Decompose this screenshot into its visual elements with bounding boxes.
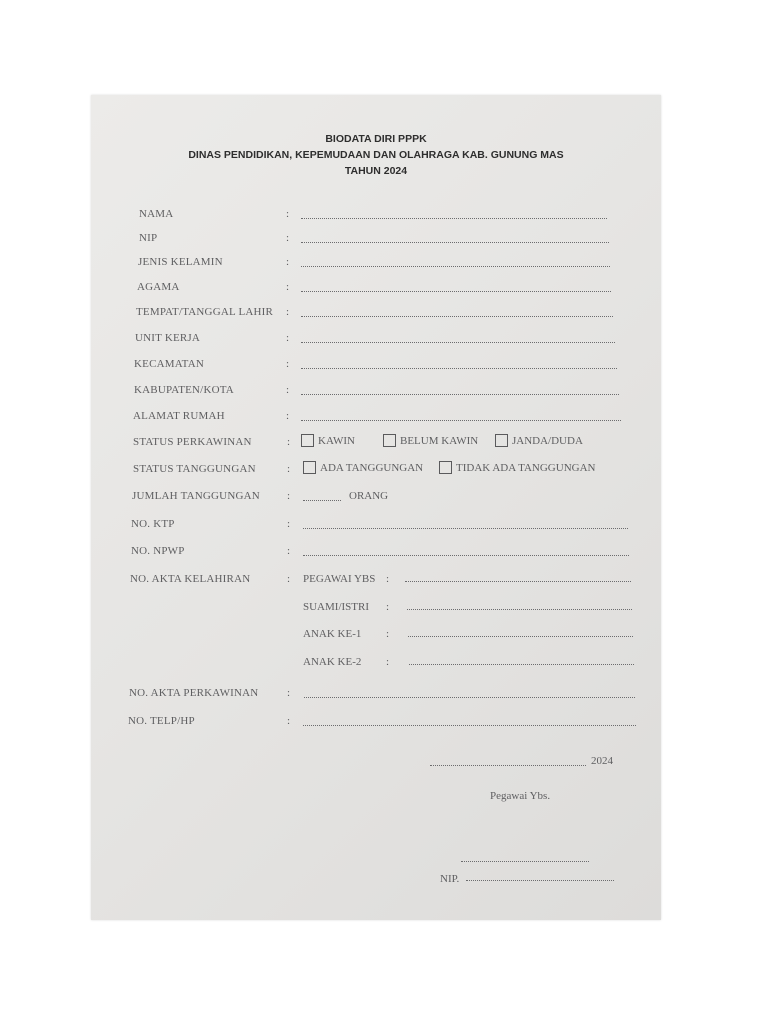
field-label: KECAMATAN [134,358,204,370]
jumlah-tanggungan-fill-line[interactable] [303,500,341,501]
option-janda-duda[interactable]: JANDA/DUDA [495,434,583,447]
option-tidak-ada-tanggungan[interactable]: TIDAK ADA TANGGUNGAN [439,461,595,474]
field-label: NO. KTP [131,518,175,530]
akta-anak-2-fill-line[interactable] [409,664,634,665]
form-title: BIODATA DIRI PPPK [325,133,427,145]
akta-suami-istri-fill-line[interactable] [407,609,632,610]
form-sheet: BIODATA DIRI PPPK DINAS PENDIDIKAN, KEPEMUDAAN DAN OLAHRAGA KAB. GUNUNG MAS TAHUN 2024 NAMA : NIP : JENIS KELAMIN : AGAMA : TEMPAT/TANGGAL LAHIR : UNIT KERJA : KECAMATAN : KABUPATEN/KOTA : ALAMAT RUMAH : STATUS PERKAWINAN : KAWIN BELUM KAWIN JANDA/DUDA STATUS TANGGUNGAN : ADA TANGGUNGAN TIDAK ADA TANGGUNGAN JUMLAH TANGGUNGAN : ORANG NO. KTP : NO. NPWP : NO. AKTA KELAHIRAN : PEGAWAI YBS : SUAMI/ISTRI : ANAK KE-1 : ANAK KE-2 : NO. AKTA PERKAWINAN : NO. TELP/HP : 2024 Pegawai Ybs. NIP. [91,95,661,920]
checkbox-tidak-ada-tanggungan[interactable] [439,461,452,474]
akta-sub-anak-1: ANAK KE-1 [303,628,362,640]
field-label: UNIT KERJA [135,332,201,344]
field-label: JUMLAH TANGGUNGAN [132,490,260,502]
field-status-tanggungan: STATUS TANGGUNGAN : ADA TANGGUNGAN TIDAK ADA TANGGUNGAN [133,461,596,475]
field-unit-kerja: UNIT KERJA : [135,330,635,350]
alamat-fill-line[interactable] [301,420,621,421]
form-header [91,131,661,179]
form-year: TAHUN 2024 [344,165,408,177]
field-status-perkawinan: STATUS PERKAWINAN : KAWIN BELUM KAWIN JANDA/DUDA [133,434,583,448]
akta-perkawinan-fill-line[interactable] [304,697,635,698]
signature-pegawai-label: Pegawai Ybs. [490,790,551,802]
signature-year: 2024 [591,755,613,767]
nama-fill-line[interactable] [301,218,607,219]
signature-nip-label: NIP. [440,873,460,885]
field-kecamatan: KECAMATAN : [134,356,634,376]
unit-kerja-fill-line[interactable] [301,342,615,343]
checkbox-belum-kawin[interactable] [383,434,396,447]
field-label: STATUS PERKAWINAN [133,436,252,448]
field-nama: NAMA : [139,206,639,226]
signature-date-fill-line[interactable] [430,765,586,766]
field-jenis-kelamin: JENIS KELAMIN : [138,254,638,274]
akta-sub-anak-2: ANAK KE-2 [303,656,362,668]
akta-sub-suami-istri: SUAMI/ISTRI [303,601,370,613]
field-ttl: TEMPAT/TANGGAL LAHIR : [136,304,636,324]
akta-pegawai-fill-line[interactable] [405,581,631,582]
field-label: ALAMAT RUMAH [133,410,225,422]
field-ktp: NO. KTP : [131,516,641,536]
field-label: NO. TELP/HP [128,715,195,727]
checkbox-kawin[interactable] [301,434,314,447]
field-label: NO. NPWP [131,545,185,557]
akta-anak-1-fill-line[interactable] [408,636,633,637]
option-ada-tanggungan[interactable]: ADA TANGGUNGAN [303,461,423,474]
field-label: NAMA [139,208,174,220]
kecamatan-fill-line[interactable] [301,368,617,369]
akta-sub-pegawai: PEGAWAI YBS [303,573,376,585]
telp-fill-line[interactable] [303,725,636,726]
ktp-fill-line[interactable] [303,528,628,529]
field-label: NO. AKTA PERKAWINAN [129,687,259,699]
jumlah-unit: ORANG [349,490,389,502]
form-agency: DINAS PENDIDIKAN, KEPEMUDAAN DAN OLAHRAGA KAB. GUNUNG MAS [188,149,564,161]
field-jumlah-tanggungan: JUMLAH TANGGUNGAN : ORANG [132,490,389,502]
nip-fill-line[interactable] [301,242,609,243]
checkbox-ada-tanggungan[interactable] [303,461,316,474]
field-akta-kelahiran: NO. AKTA KELAHIRAN : [130,573,291,585]
field-label: NIP [139,232,158,244]
field-label: TEMPAT/TANGGAL LAHIR [136,306,274,318]
field-alamat: ALAMAT RUMAH : [133,408,633,428]
agama-fill-line[interactable] [301,291,611,292]
field-agama: AGAMA : [137,279,637,299]
field-label: NO. AKTA KELAHIRAN [130,573,251,585]
checkbox-janda-duda[interactable] [495,434,508,447]
ttl-fill-line[interactable] [301,316,613,317]
field-kabupaten: KABUPATEN/KOTA : [134,382,634,402]
field-npwp: NO. NPWP : [131,543,641,563]
field-akta-perkawinan: NO. AKTA PERKAWINAN : [129,685,649,705]
field-label: KABUPATEN/KOTA [134,384,234,396]
field-label: STATUS TANGGUNGAN [133,463,256,475]
field-telp: NO. TELP/HP : [128,713,648,733]
npwp-fill-line[interactable] [303,555,629,556]
field-label: JENIS KELAMIN [138,256,223,268]
field-label: AGAMA [137,281,180,293]
option-kawin[interactable]: KAWIN [301,434,355,447]
field-nip: NIP : [139,230,639,250]
signature-nip-fill-line[interactable] [466,880,614,881]
kabupaten-fill-line[interactable] [301,394,619,395]
option-belum-kawin[interactable]: BELUM KAWIN [383,434,478,447]
signature-name-fill-line[interactable] [461,861,589,862]
jenis-kelamin-fill-line[interactable] [301,266,610,267]
